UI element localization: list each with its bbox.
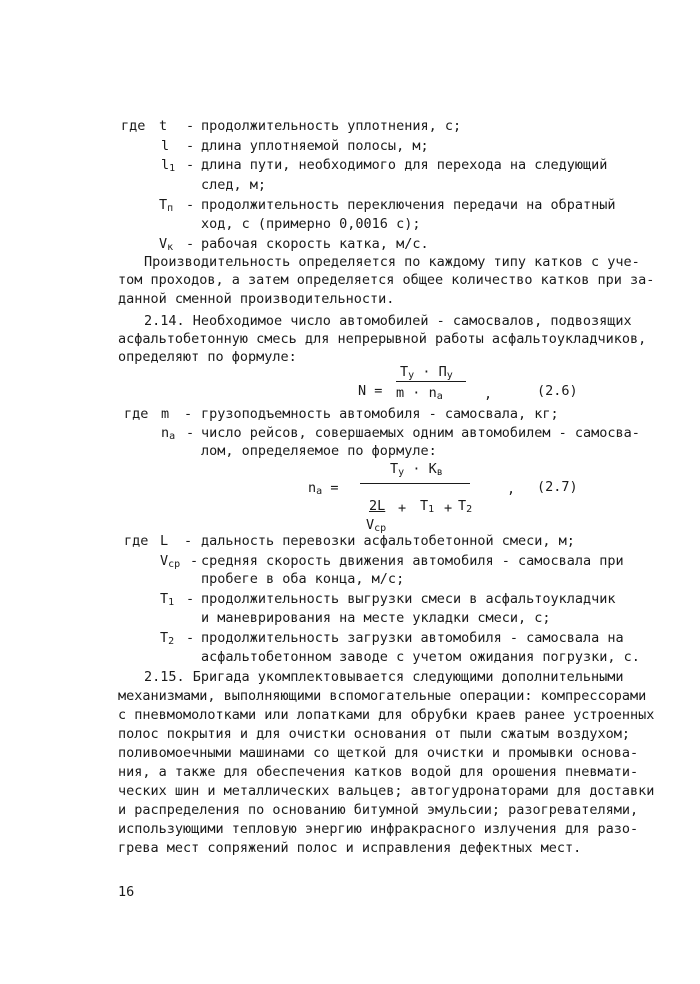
paragraph-line: 2.14. Необходимое число автомобилей - самосвалов, подвозящих	[144, 313, 632, 329]
fraction-bar	[396, 381, 466, 382]
dash: -	[186, 425, 195, 441]
where-label: где	[124, 406, 149, 422]
paragraph-line: механизмами, выполняющими вспомогательные операции: компрессорами	[118, 688, 647, 704]
inner-fraction-denominator: $V_{ср}$	[366, 517, 387, 534]
definition-text: продолжительность переключения передачи на обратный	[201, 197, 616, 213]
dash: -	[186, 138, 195, 154]
symbol-t: t	[159, 118, 168, 134]
page-number: 16	[118, 884, 135, 900]
paragraph-line: том проходов, а затем определяется общее количество катков при за-	[118, 272, 655, 288]
term-t2: $T_2$	[458, 498, 473, 515]
equation-number: (2.7)	[537, 479, 578, 495]
plus-sign: +	[444, 500, 453, 516]
formula-lhs: $n_а$ =	[308, 480, 339, 497]
definition-text: продолжительность выгрузки смеси в асфальтоукладчик	[201, 591, 616, 607]
inner-fraction-numerator: 2L	[369, 498, 386, 514]
definition-text: средняя скорость движения автомобиля - самосвала при	[201, 553, 624, 569]
dash: -	[186, 630, 195, 646]
where-label: где	[124, 533, 149, 549]
formula-comma: ,	[484, 386, 493, 402]
paragraph-line: 2.15. Бригада укомплектовывается следующими дополнительными	[144, 669, 624, 685]
dash: -	[190, 553, 199, 569]
dash: -	[186, 197, 195, 213]
symbol-t2: $T_2$	[160, 630, 175, 647]
definition-text-cont: след, м;	[201, 177, 267, 193]
definition-text-cont: пробеге в оба конца, м/с;	[201, 571, 405, 587]
paragraph-line: определяют по формуле:	[118, 349, 297, 365]
definition-text: число рейсов, совершаемых одним автомобилем - самосва-	[201, 425, 640, 441]
definition-text-cont: лом, определяемое по формуле:	[201, 443, 437, 459]
formula-comma: ,	[507, 481, 516, 497]
symbol-vcp: $V_{ср}$	[160, 553, 181, 570]
paragraph-line: асфальтобетонную смесь для непрерывной работы асфальтоукладчиков,	[118, 331, 647, 347]
paragraph-line: полос покрытия и для очистки основания от пыли сжатым воздухом;	[118, 726, 631, 742]
dash: -	[184, 533, 193, 549]
definition-text: длина уплотняемой полосы, м;	[201, 138, 429, 154]
dash: -	[186, 118, 195, 134]
where-label: где	[121, 118, 146, 134]
paragraph-line: ческих шин и металлических вальцев; автогудронаторами для доставки	[118, 783, 655, 799]
paragraph-line: поливомоечными машинами со щеткой для очистки и промывки основа-	[118, 745, 639, 761]
symbol-l1: $l_1$	[161, 157, 176, 174]
definition-text: дальность перевозки асфальтобетонной смеси, м;	[201, 533, 575, 549]
dash: -	[186, 591, 195, 607]
symbol-l: l	[161, 138, 170, 154]
definition-text-cont: и маневрирования на месте укладки смеси, с;	[201, 610, 551, 626]
dash: -	[186, 236, 195, 252]
definition-text-cont: ход, с (примерно 0,0016 с);	[201, 216, 421, 232]
symbol-vk: $V_к$	[159, 236, 174, 253]
definition-text: рабочая скорость катка, м/с.	[201, 236, 429, 252]
paragraph-line: ния, а также для обеспечения катков водой для орошения пневмати-	[118, 764, 639, 780]
symbol-t1: $T_1$	[160, 591, 175, 608]
formula-numerator: $T_у \cdot K_в$	[390, 461, 443, 478]
definition-text: длина пути, необходимого для перехода на следующий	[201, 157, 608, 173]
paragraph-line: данной сменной производительности.	[118, 291, 395, 307]
term-t1: $T_1$	[420, 498, 435, 515]
dash: -	[184, 406, 193, 422]
paragraph-line: использующими тепловую энергию инфракрасного излучения для разо-	[118, 821, 639, 837]
paragraph-line: с пневмомолотками или лопатками для обрубки краев ранее устроенных	[118, 707, 655, 723]
definition-text-cont: асфальтобетонном заводе с учетом ожидания погрузки, с.	[201, 649, 640, 665]
definition-text: продолжительность уплотнения, с;	[201, 118, 462, 134]
symbol-L: L	[160, 533, 169, 549]
paragraph-line: Производительность определяется по каждому типу катков с уче-	[144, 254, 640, 270]
equation-number: (2.6)	[537, 383, 578, 399]
paragraph-line: грева мест сопряжений полос и исправления дефектных мест.	[118, 840, 582, 856]
symbol-m: m	[161, 406, 170, 422]
formula-lhs: N =	[358, 383, 383, 399]
symbol-tp: $T_п$	[159, 197, 174, 214]
fraction-bar	[360, 483, 470, 484]
symbol-na: $n_а$	[161, 425, 176, 442]
formula-numerator: $T_у \cdot П_у$	[400, 364, 453, 381]
definition-text: грузоподъемность автомобиля - самосвала, кг;	[201, 406, 559, 422]
plus-sign: +	[398, 500, 407, 516]
definition-text: продолжительность загрузки автомобиля - самосвала на	[201, 630, 624, 646]
formula-denominator: $m \cdot n_а$	[396, 385, 443, 402]
dash: -	[186, 157, 195, 173]
paragraph-line: и распределения по основанию битумной эмульсии; разогревателями,	[118, 802, 639, 818]
